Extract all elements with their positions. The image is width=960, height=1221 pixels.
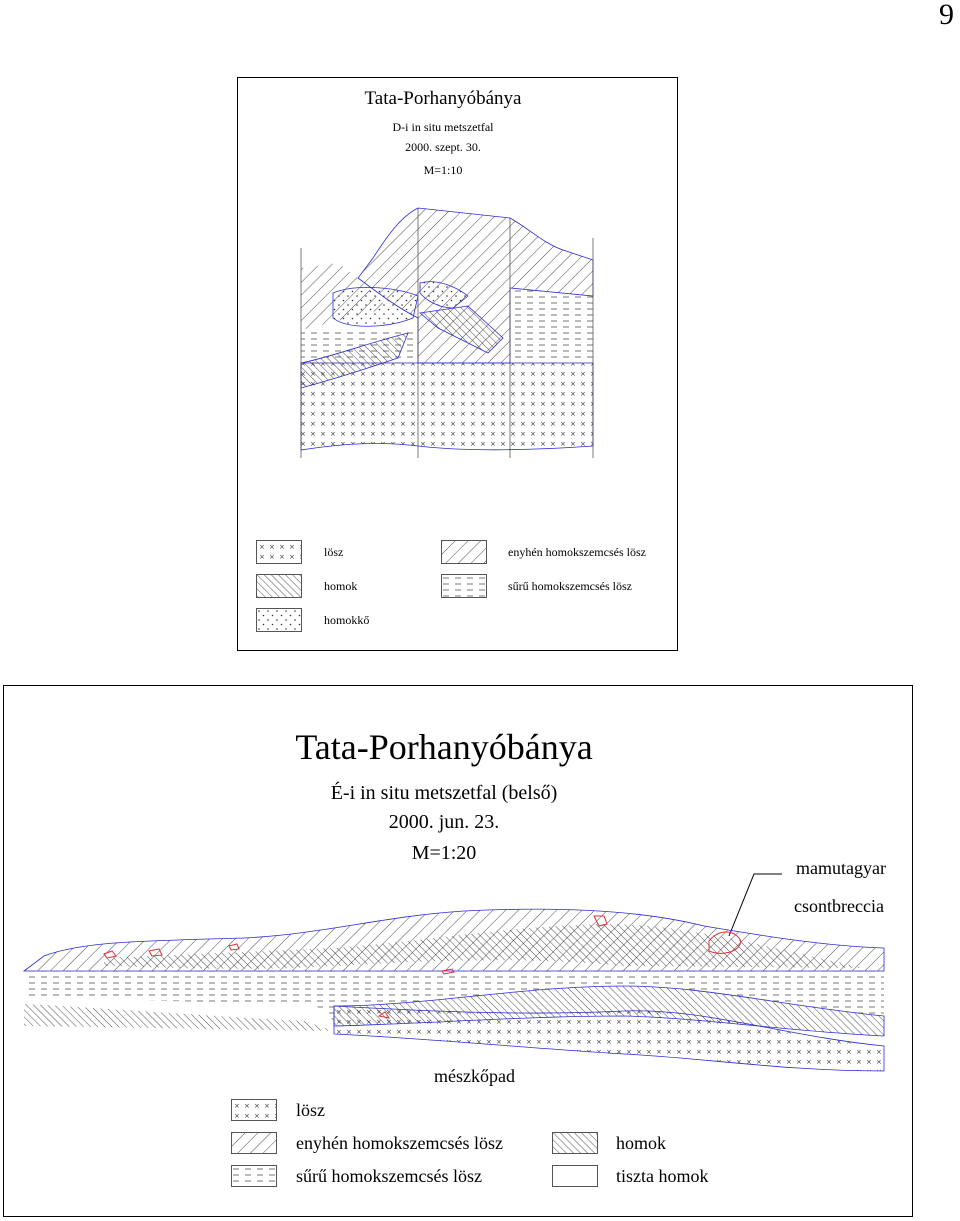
- figure1-legend-swatch-loess: [256, 540, 302, 564]
- figure1-scale: M=1:10: [423, 163, 463, 177]
- page-number: 9: [939, 0, 954, 31]
- figure1-layer-loess: [301, 363, 593, 450]
- figure2-legend-label-clean-sand: tiszta homok: [616, 1166, 709, 1186]
- figure2-annotation-line1: mamutagyar: [796, 858, 886, 878]
- figure1-legend-label-dense-sandy: sűrű homokszemcsés lösz: [508, 579, 632, 593]
- figure2-title: Tata-Porhanyóbánya: [295, 727, 593, 767]
- figure1-legend-label-sand: homok: [324, 579, 358, 593]
- figure2-frame: [3, 685, 913, 1217]
- figure2-legend-label-light-sandy: enyhén homokszemcsés lösz: [296, 1133, 503, 1153]
- figure2-legend-label-dense-sandy: sűrű homokszemcsés lösz: [296, 1166, 482, 1186]
- figure1-date: 2000. szept. 30.: [405, 140, 481, 154]
- figure2-legend-swatch-loess: [231, 1099, 277, 1121]
- figure2-legend-label-sand: homok: [616, 1133, 667, 1153]
- figure1-legend-swatch-sandstone: [256, 608, 302, 632]
- figure1-legend-swatch-sand: [256, 574, 302, 598]
- figure2-annotation-line2: csontbreccia: [794, 896, 884, 916]
- figure2-annotation-leader: [729, 874, 782, 936]
- figure2-scale: M=1:20: [411, 842, 477, 864]
- figure1-legend-label-loess: lösz: [324, 545, 344, 559]
- figure2-date: 2000. jun. 23.: [388, 811, 500, 833]
- figure1-frame: [237, 77, 678, 651]
- figure1-legend-label-light-sandy: enyhén homokszemcsés lösz: [508, 545, 646, 559]
- figure1-legend-label-sandstone: homokkő: [324, 613, 370, 627]
- figure2-bench-label: mészkőpad: [434, 1066, 515, 1086]
- figure2-legend-swatch-light-sandy: [231, 1132, 277, 1154]
- figure1-legend-swatch-light-sandy: [441, 540, 487, 564]
- figure1-section: [238, 78, 679, 652]
- figure1-subtitle: D-i in situ metszetfal: [392, 120, 494, 134]
- figure2-subtitle: É-i in situ metszetfal (belső): [330, 782, 558, 804]
- figure2-legend-label-loess: lösz: [296, 1100, 325, 1120]
- figure2-legend-swatch-sand: [552, 1132, 598, 1154]
- figure2-legend-swatch-clean-sand: [552, 1165, 598, 1187]
- figure1-title: Tata-Porhanyóbánya: [364, 88, 522, 109]
- figure1-legend-swatch-dense-sandy: [441, 574, 487, 598]
- figure2-legend-swatch-dense-sandy: [231, 1165, 277, 1187]
